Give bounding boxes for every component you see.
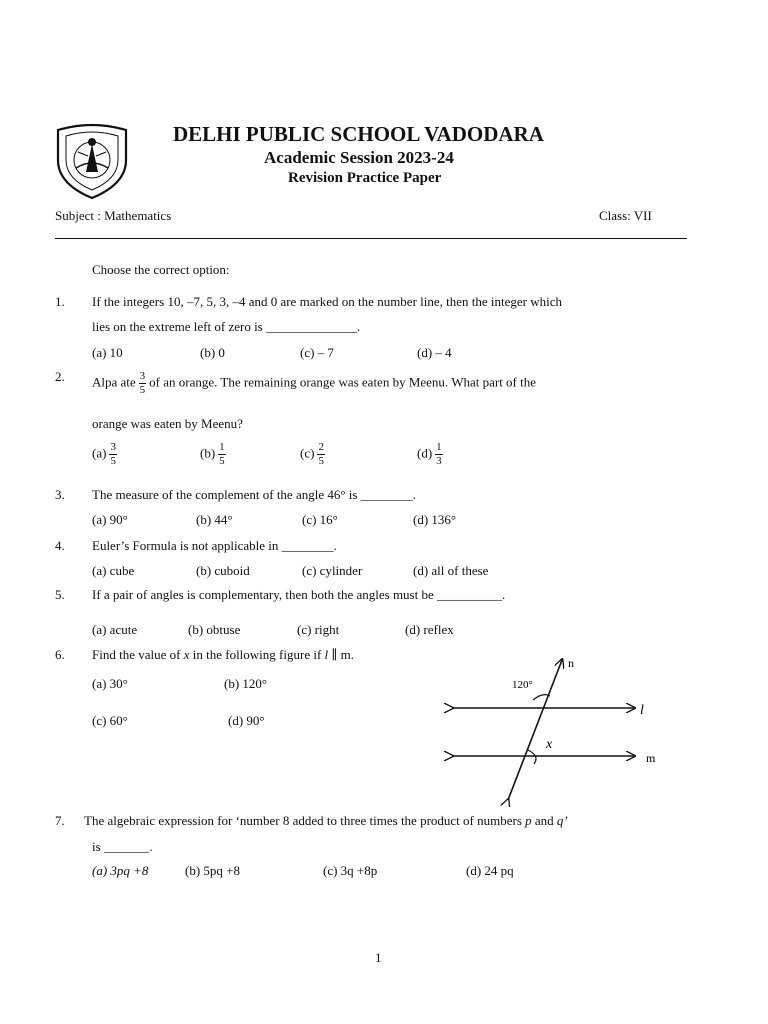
school-name: DELHI PUBLIC SCHOOL VADODARA bbox=[173, 122, 544, 146]
q2-option-d-den: 3 bbox=[436, 455, 442, 467]
academic-session: Academic Session 2023-24 bbox=[264, 148, 454, 167]
label-l: l bbox=[640, 703, 644, 718]
q6-pre-text: Find the value of bbox=[92, 647, 181, 662]
q6-text bbox=[92, 647, 354, 663]
q4-option-d: (d) all of these bbox=[413, 563, 489, 578]
q7-number: 7. bbox=[55, 813, 65, 828]
q6-number: 6. bbox=[55, 647, 65, 662]
q3-option-b: (b) 44° bbox=[196, 512, 233, 527]
q2-post-text: of an orange. The remaining orange was eaten by Meenu. What part of the bbox=[149, 374, 537, 390]
q2-number: 2. bbox=[55, 369, 65, 384]
q7-and: and bbox=[534, 813, 554, 828]
q2-option-a-num: 3 bbox=[110, 441, 116, 453]
q4-option-a: (a) cube bbox=[92, 563, 135, 578]
q2-option-b-label: (b) bbox=[200, 445, 216, 461]
q6-mid-text: in the following figure if bbox=[192, 647, 322, 662]
q5-text: If a pair of angles is complementary, then both the angles must be __________. bbox=[92, 587, 506, 602]
q7-option-d: (d) 24 pq bbox=[466, 863, 514, 878]
paper-title: Revision Practice Paper bbox=[288, 170, 442, 186]
q5-option-c: (c) right bbox=[297, 622, 340, 637]
page-number: 1 bbox=[375, 950, 382, 965]
header-divider bbox=[55, 238, 687, 239]
class-label: Class: VII bbox=[599, 208, 652, 223]
q2-fraction bbox=[139, 370, 147, 397]
q2-option-a-den: 5 bbox=[110, 455, 116, 467]
q2-text-line1 bbox=[92, 370, 536, 397]
q1-text-line1: If the integers 10, –7, 5, 3, –4 and 0 are marked on the number line, then the integer which bbox=[92, 294, 563, 309]
q7-text-line2: is _______. bbox=[92, 839, 153, 854]
q7-option-a: (a) 3pq +8 bbox=[92, 863, 149, 878]
q1-option-d: (d) – 4 bbox=[417, 345, 452, 360]
q2-option-d-frac bbox=[435, 441, 443, 468]
q6-var: x bbox=[183, 647, 190, 662]
q6-option-c: (c) 60° bbox=[92, 713, 128, 728]
q2-pre-text: Alpa ate bbox=[92, 374, 136, 390]
q1-option-b: (b) 0 bbox=[200, 345, 225, 360]
q3-text: The measure of the complement of the angle 46° is ________. bbox=[92, 487, 416, 502]
q4-option-b: (b) cuboid bbox=[196, 563, 250, 578]
q6-option-d: (d) 90° bbox=[228, 713, 265, 728]
q4-option-c: (c) cylinder bbox=[302, 563, 363, 578]
q7-var-q: q’ bbox=[556, 813, 568, 828]
q2-option-b-num: 1 bbox=[219, 441, 225, 453]
q2-option-d-label: (d) bbox=[417, 445, 433, 461]
label-n: n bbox=[568, 656, 574, 670]
q2-text-line2: orange was eaten by Meenu? bbox=[92, 416, 243, 431]
q2-option-c-label: (c) bbox=[300, 445, 315, 461]
q7-option-c: (c) 3q +8p bbox=[323, 863, 378, 878]
school-crest-logo bbox=[52, 122, 132, 200]
instruction: Choose the correct option: bbox=[92, 262, 230, 277]
q2-option-a bbox=[92, 441, 120, 468]
q3-number: 3. bbox=[55, 487, 65, 502]
angle-label-x: x bbox=[546, 737, 553, 752]
q2-option-d bbox=[417, 441, 446, 468]
q2-option-c-den: 5 bbox=[318, 455, 324, 467]
q1-number: 1. bbox=[55, 294, 65, 309]
q7-option-b: (b) 5pq +8 bbox=[185, 863, 240, 878]
subject-label: Subject : Mathematics bbox=[55, 208, 172, 223]
q2-option-c-frac bbox=[317, 441, 325, 468]
q2-option-a-label: (a) bbox=[92, 445, 107, 461]
q2-option-b-frac bbox=[218, 441, 226, 468]
q5-option-b: (b) obtuse bbox=[188, 622, 241, 637]
q2-fraction-num: 3 bbox=[139, 370, 146, 382]
q4-number: 4. bbox=[55, 538, 65, 553]
q6-option-a: (a) 30° bbox=[92, 676, 128, 691]
q2-option-a-frac bbox=[109, 441, 117, 468]
q7-text-line1 bbox=[84, 813, 568, 829]
q3-option-a: (a) 90° bbox=[92, 512, 128, 527]
q2-option-b-den: 5 bbox=[219, 455, 225, 467]
q3-option-d: (d) 136° bbox=[413, 512, 457, 527]
q5-number: 5. bbox=[55, 587, 65, 602]
q7-var-p: p bbox=[525, 813, 532, 828]
q5-option-d: (d) reflex bbox=[405, 622, 454, 637]
q2-option-d-num: 1 bbox=[436, 441, 442, 453]
parallel-lines-figure bbox=[440, 652, 670, 807]
angle-arc-x bbox=[528, 750, 536, 764]
q1-text-line2: lies on the extreme left of zero is ______________. bbox=[92, 319, 361, 334]
angle-label-120: 120° bbox=[512, 679, 533, 691]
q4-text: Euler’s Formula is not applicable in ________. bbox=[92, 538, 337, 553]
q6-option-b: (b) 120° bbox=[224, 676, 268, 691]
q2-option-c bbox=[300, 441, 328, 468]
q2-option-c-num: 2 bbox=[318, 441, 324, 453]
q6-line-l: l bbox=[324, 647, 329, 662]
q5-option-a: (a) acute bbox=[92, 622, 138, 637]
q3-option-c: (c) 16° bbox=[302, 512, 338, 527]
q6-post-text: ∥ m. bbox=[331, 647, 355, 662]
q2-option-b bbox=[200, 441, 229, 468]
q1-option-a: (a) 10 bbox=[92, 345, 123, 360]
q2-fraction-den: 5 bbox=[139, 384, 146, 396]
q1-option-c: (c) – 7 bbox=[300, 345, 334, 360]
q7-pre-text: The algebraic expression for ‘number 8 added to three times the product of numbers bbox=[84, 813, 522, 828]
label-m: m bbox=[646, 751, 656, 765]
